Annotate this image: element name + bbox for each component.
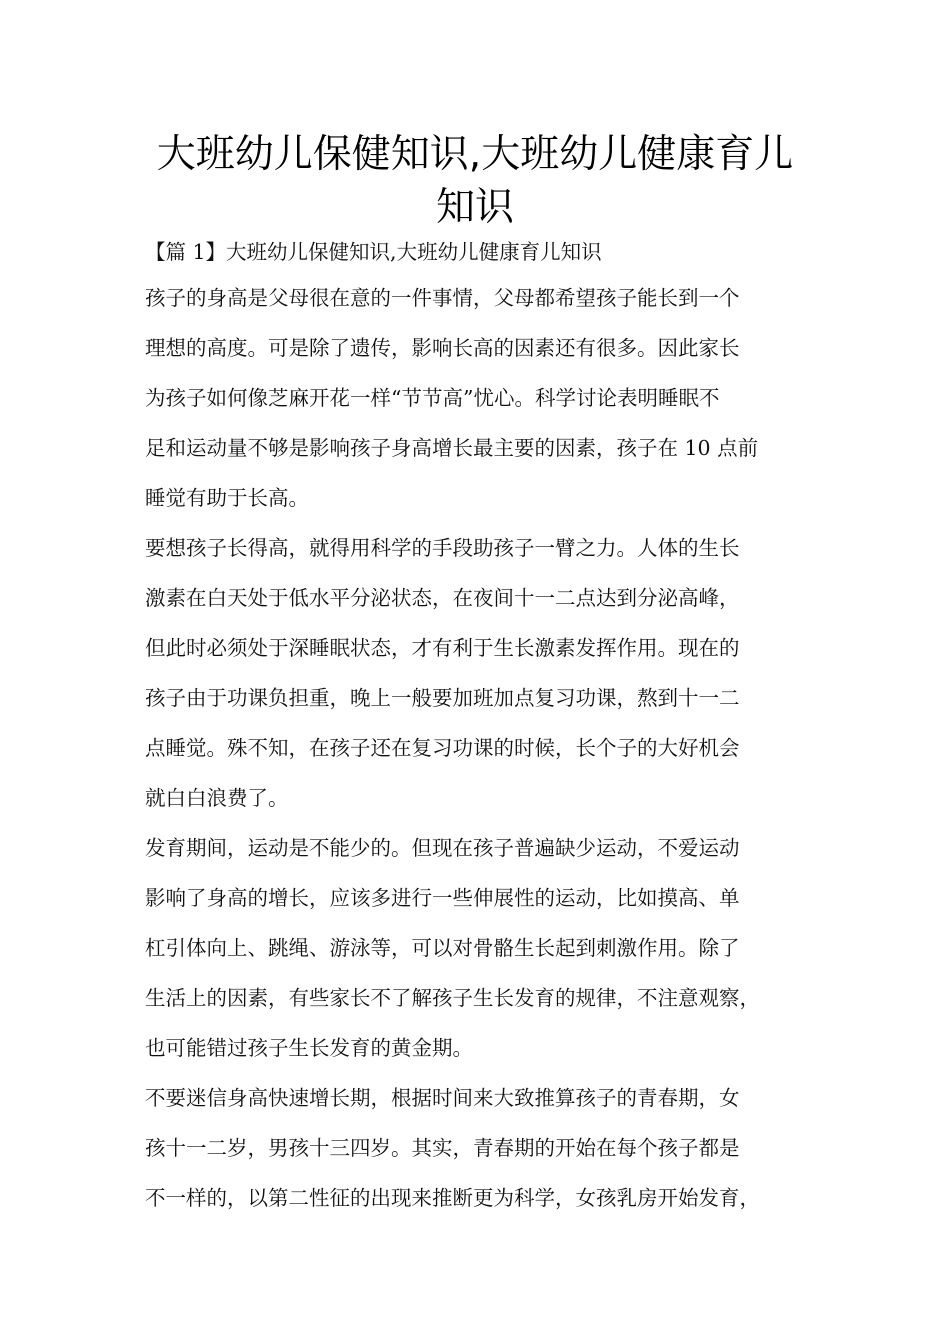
document-body: [145, 234, 835, 1230]
paragraph-line: 发育期间，运动是不能少的。但现在孩子普遍缺少运动，不爱运动: [145, 836, 740, 860]
paragraph-line: 不要迷信身高快速增长期，根据时间来大致推算孩子的青春期，女: [145, 1086, 740, 1110]
paragraph-line: 足和运动量不够是影响孩子身高增长最主要的因素，孩子在 10 点前: [145, 436, 759, 460]
paragraph-line: 不一样的，以第二性征的出现来推断更为科学，女孩乳房开始发育，: [145, 1186, 760, 1210]
paragraph-line: 要想孩子长得高，就得用科学的手段助孩子一臂之力。人体的生长: [145, 536, 740, 560]
paragraph-line: 孩子由于功课负担重，晚上一般要加班加点复习功课，熬到十一二: [145, 686, 740, 710]
paragraph-line: 理想的高度。可是除了遗传，影响长高的因素还有很多。因此家长: [145, 336, 740, 360]
document-title-line: 大班幼儿保健知识,大班幼儿健康育儿: [156, 132, 794, 177]
paragraph-line: 但此时必须处于深睡眠状态，才有利于生长激素发挥作用。现在的: [145, 636, 740, 660]
paragraph-line: 激素在白天处于低水平分泌状态，在夜间十一二点达到分泌高峰，: [145, 586, 740, 610]
paragraph-line: 就白白浪费了。: [145, 786, 289, 810]
paragraph-line: 也可能错过孩子生长发育的黄金期。: [145, 1036, 473, 1060]
document-title-line: 知识: [435, 185, 514, 230]
document-title: [120, 128, 830, 234]
paragraph-line: 孩十一二岁，男孩十三四岁。其实，青春期的开始在每个孩子都是: [145, 1136, 740, 1160]
paragraph-line: 杠引体向上、跳绳、游泳等，可以对骨骼生长起到刺激作用。除了: [145, 936, 740, 960]
paragraph-line: 睡觉有助于长高。: [145, 486, 309, 510]
paragraph: [145, 830, 835, 1080]
paragraph-line: 为孩子如何像芝麻开花一样“节节高”忧心。科学讨论表明睡眠不: [145, 386, 720, 410]
paragraph-line: 影响了身高的增长，应该多进行一些伸展性的运动，比如摸高、单: [145, 886, 740, 910]
paragraph-line: 点睡觉。殊不知，在孩子还在复习功课的时候，长个子的大好机会: [145, 736, 740, 760]
section-heading: 【篇 1】大班幼儿保健知识,大班幼儿健康育儿知识: [145, 240, 602, 264]
paragraph: [145, 1080, 835, 1230]
paragraph-line: 生活上的因素，有些家长不了解孩子生长发育的规律，不注意观察，: [145, 986, 760, 1010]
paragraph-line: 孩子的身高是父母很在意的一件事情，父母都希望孩子能长到一个: [145, 286, 740, 310]
paragraph: [145, 280, 835, 530]
paragraph: [145, 530, 835, 830]
